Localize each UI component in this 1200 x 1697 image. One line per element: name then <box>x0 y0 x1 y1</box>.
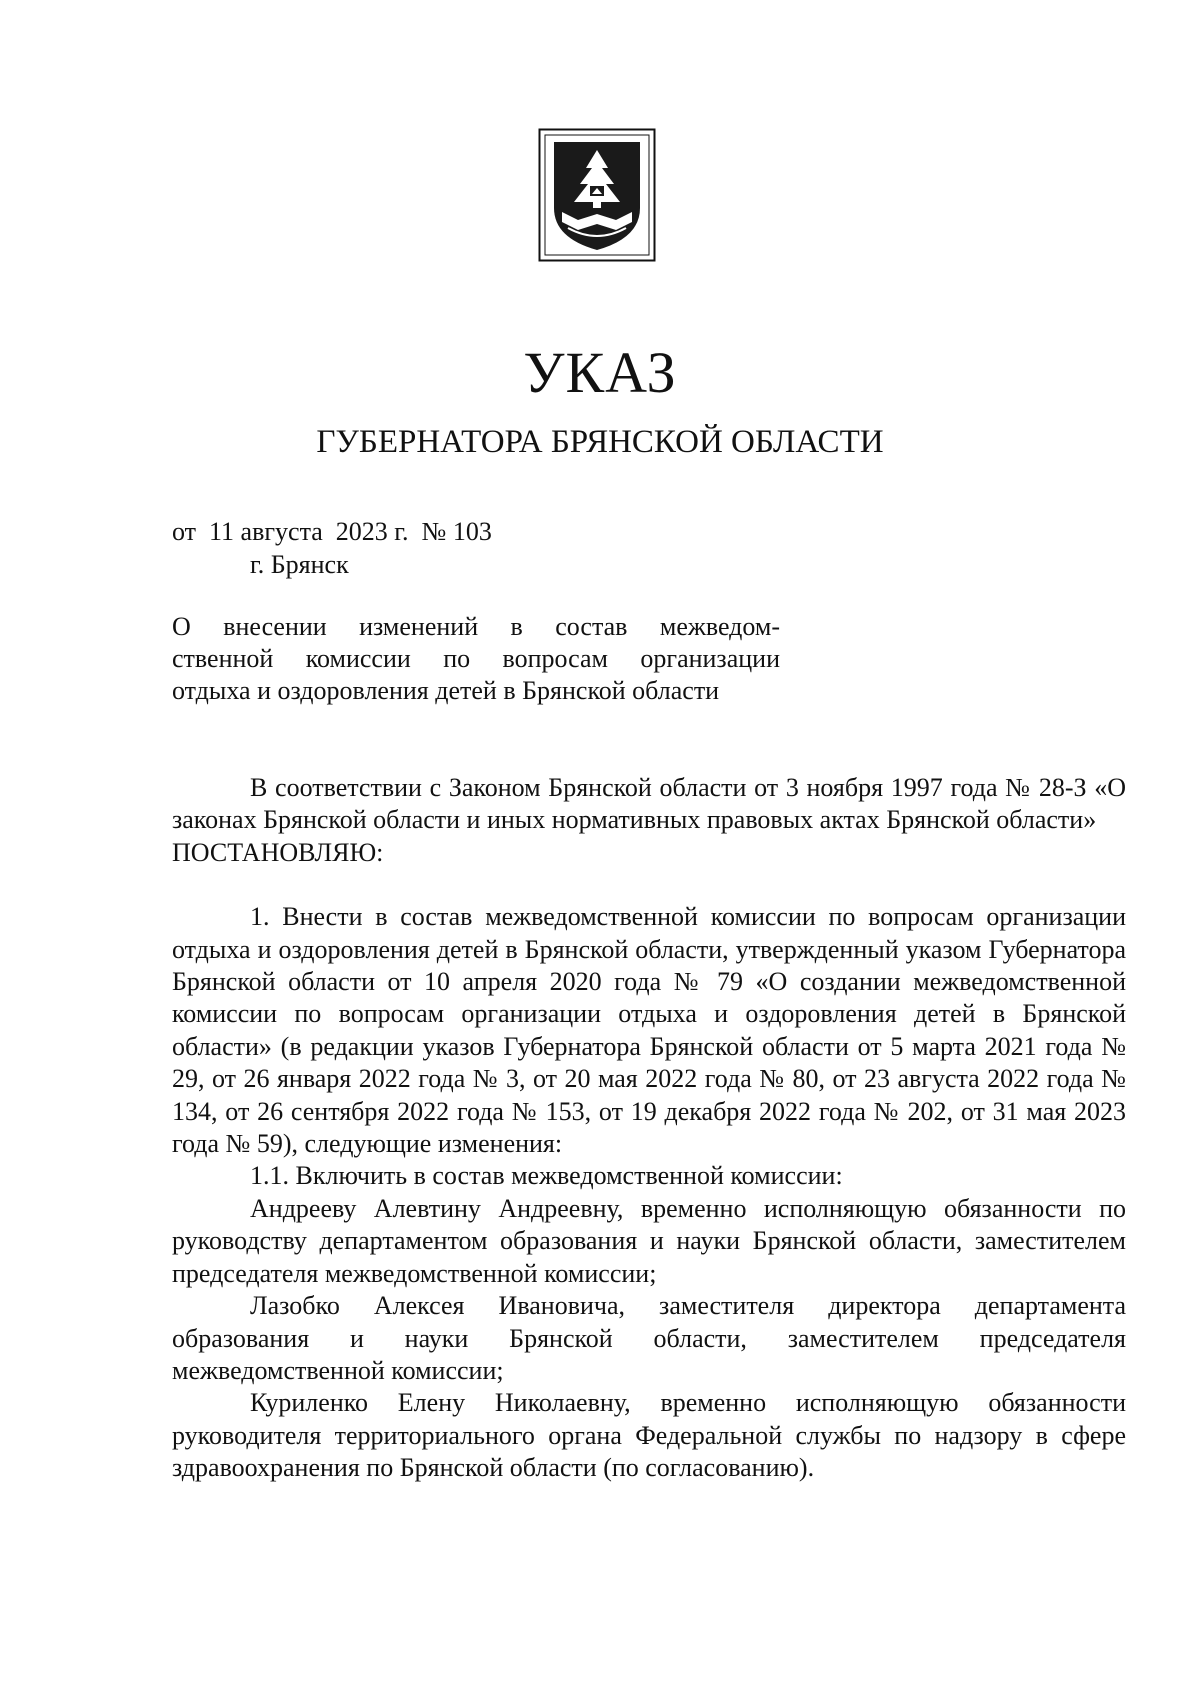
document-city: г. Брянск <box>250 550 349 579</box>
document-body <box>172 772 1126 1485</box>
body-paragraph: 1.1. Включить в состав межведомственной комиссии: <box>250 1161 843 1191</box>
body-paragraph: Лазобко Алексея Ивановича, заместителя директора департамента образования и науки Брянской области, заместителем председателя межведомственной комиссии; <box>172 1291 1126 1385</box>
document-subject <box>172 611 780 707</box>
subject-line: О внесении изменений в состав межведом- <box>172 612 780 641</box>
preamble-paragraph: В соответствии с Законом Брянской области от 3 ноября 1997 года № 28-З «О законах Брянской области и иных нормативных правовых актах Брянской области» <box>172 773 1126 835</box>
subject-line: отдыха и оздоровления детей в Брянской области <box>172 676 720 705</box>
document-title: УКАЗ <box>523 340 677 405</box>
document-subtitle: ГУБЕРНАТОРА БРЯНСКОЙ ОБЛАСТИ <box>316 424 884 460</box>
subject-line: ственной комиссии по вопросам организации <box>172 644 780 673</box>
resolve-heading: ПОСТАНОВЛЯЮ: <box>172 837 384 867</box>
bryansk-coat-of-arms-icon <box>538 128 656 262</box>
document-date-number: от 11 августа 2023 г. № 103 <box>172 517 492 546</box>
body-paragraph: 1. Внести в состав межведомственной комиссии по вопросам организации отдыха и оздоровления детей в Брянской области, утвержденный указом Губернатора Брянской области от 10 апреля 2020 года № 79 «О создании межведомственной комиссии по вопросам организации отдыха и оздоровления детей в Брянской области» (в редакции указов Губернатора Брянской области от 5 марта 2021 года № 29, от 26 января 2022 года № 3, от 20 мая 2022 года № 80, от 23 августа 2022 года № 134, от 26 сентября 2022 года № 153, от 19 декабря 2022 года № 202, от 31 мая 2023 года № 59), следующие изменения: <box>172 902 1126 1159</box>
body-paragraph: Куриленко Елену Николаевну, временно исполняющую обязанности руководителя территориального органа Федеральной службы по надзору в сфере здравоохранения по Брянской области (по согласованию). <box>172 1388 1126 1483</box>
body-paragraph: Андрееву Алевтину Андреевну, временно исполняющую обязанности по руководству департаментом образования и науки Брянской области, заместителем председателя межведомственной комиссии; <box>172 1193 1126 1288</box>
